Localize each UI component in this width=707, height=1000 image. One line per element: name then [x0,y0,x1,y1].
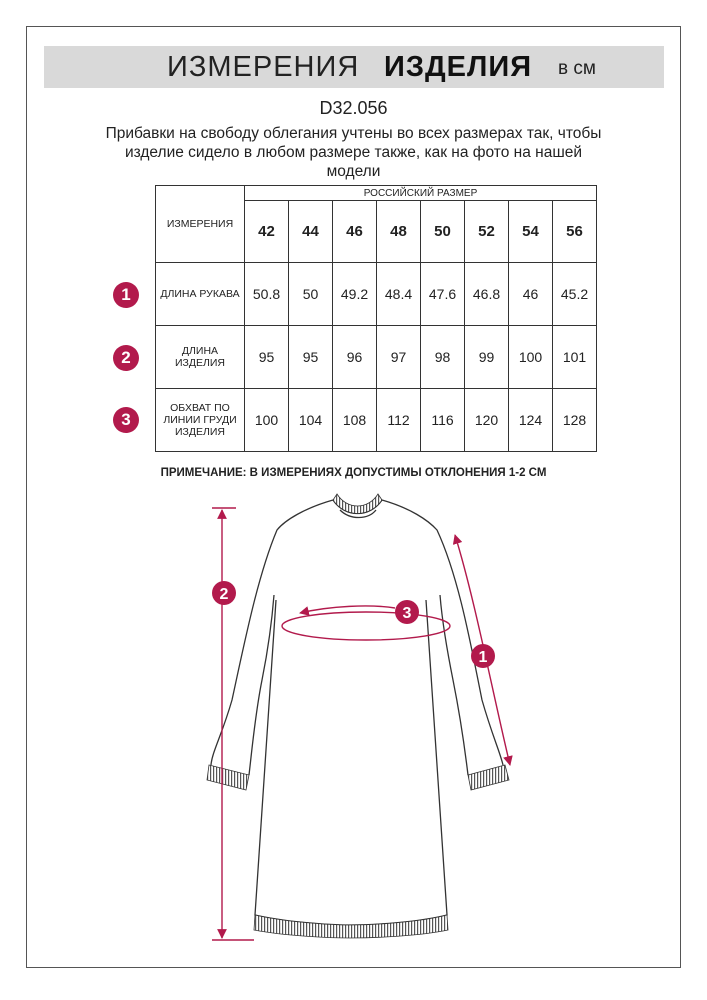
table-cell: 98 [421,326,465,389]
table-cell: 99 [465,326,509,389]
size-header: 52 [465,201,509,263]
size-header: 54 [509,201,553,263]
dress-outline [211,500,503,925]
table-cell: 100 [245,389,289,452]
length-measure [212,508,254,940]
hem-rib [254,915,448,938]
header-bar [44,46,664,88]
table-cell: 45.2 [553,263,597,326]
row-label-text: ОБХВАТ ПО ЛИНИИ ГРУДИ ИЗДЕЛИЯ [163,402,237,438]
table-cell: 112 [377,389,421,452]
dress-diagram [0,490,707,950]
table-cell: 108 [333,389,377,452]
tolerance-note: ПРИМЕЧАНИЕ: В ИЗМЕРЕНИЯХ ДОПУСТИМЫ ОТКЛОНЕНИЯ 1-2 СМ [160,467,547,479]
table-cell: 124 [509,389,553,452]
table-cell: 101 [553,326,597,389]
right-cuff [468,765,509,790]
size-header: 42 [245,201,289,263]
product-code: D32.056 [319,98,388,118]
size-header: 46 [333,201,377,263]
header-title-bold: ИЗДЕЛИЯ [384,51,533,83]
size-header: 56 [553,201,597,263]
corner-label: ИЗМЕРЕНИЯ [156,186,245,263]
table-cell: 97 [377,326,421,389]
row-badge-2: 2 [113,345,139,371]
table-cell: 95 [289,326,333,389]
table-cell: 104 [289,389,333,452]
table-cell: 50.8 [245,263,289,326]
table-cell: 96 [333,326,377,389]
table-row [156,389,597,452]
fit-note-line: Прибавки на свободу облегания учтены во всех размерах так, чтобы [105,125,602,142]
size-header: 50 [421,201,465,263]
table-cell: 47.6 [421,263,465,326]
row-badge-1: 1 [113,282,139,308]
diagram-badge-2 [212,581,236,605]
size-header: 44 [289,201,333,263]
diagram-badge-text: 2 [219,586,229,603]
header-title-light: ИЗМЕРЕНИЯ [167,51,360,83]
table-cell: 50 [289,263,333,326]
table-cell: 116 [421,389,465,452]
size-table [155,185,597,452]
table-row [156,263,597,326]
diagram-badge-text: 3 [402,605,412,622]
left-cuff [207,765,249,790]
row-label: ДЛИНА РУКАВА [156,263,245,326]
table-cell: 100 [509,326,553,389]
diagram-badge-1 [471,644,495,668]
fit-note-line: модели [326,163,381,180]
table-cell: 120 [465,389,509,452]
table-cell: 46 [509,263,553,326]
row-label [156,389,245,452]
table-cell: 95 [245,326,289,389]
header-unit: в см [558,58,596,79]
table-cell: 48.4 [377,263,421,326]
diagram-badge-text: 1 [478,649,488,666]
table-cell: 49.2 [333,263,377,326]
diagram-badge-3 [395,600,419,624]
table-row [156,326,597,389]
chest-measure [282,606,450,640]
row-label-text: ДЛИНА ИЗДЕЛИЯ [174,345,226,369]
table-cell: 46.8 [465,263,509,326]
row-badge-3: 3 [113,407,139,433]
fit-note-line: изделие сидело в любом размере также, как на фото на нашей [124,144,583,161]
fit-note [90,124,617,181]
table-cell: 128 [553,389,597,452]
row-label [156,326,245,389]
size-group-header: РОССИЙСКИЙ РАЗМЕР [245,186,597,201]
size-header: 48 [377,201,421,263]
